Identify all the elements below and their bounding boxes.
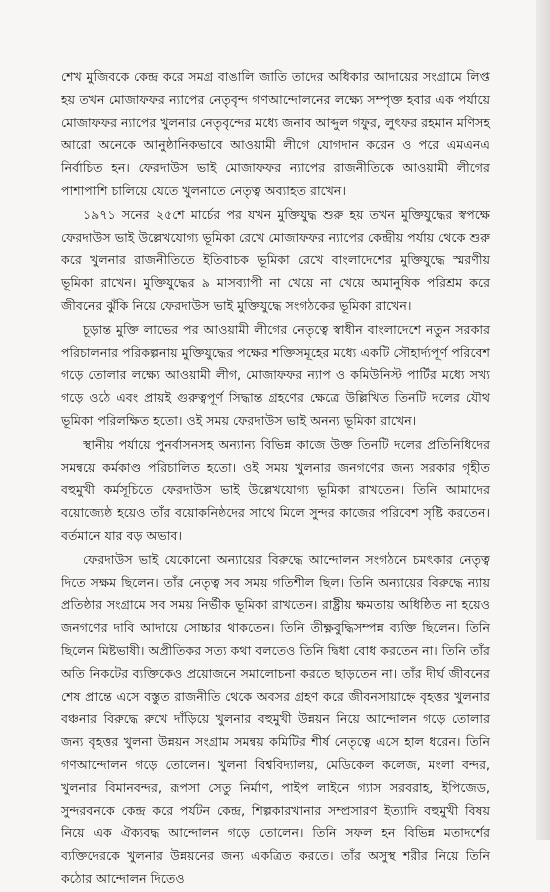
scan-edge-shadow xyxy=(536,0,550,840)
paragraph-4: স্থানীয় পর্যায়ে পুনর্বাসনসহ অন্যান্য বিভিন্ন কাজে উক্ত তিনটি দলের প্রতিনিধিদের সমন্বয়ে কর্মকাণ্ড পরিচালিত হতো। ওই সময় খুলনার জনগণের জন্য সরকার গৃহীত বহুমুখী কর্মসূচিতে ফেরদাউস ভাই উল্লেখযোগ্য ভূমিকা রাখতেন। তিনি আমাদের বয়োজ্যেষ্ঠ হয়েও তাঁর বয়োকনিষ্ঠদের সাথে মিলে সুন্দর কাজের পরিবেশ সৃষ্টি করতেন। বর্তমানে যার বড় অভাব। xyxy=(61,436,490,543)
paragraph-1: শেখ মুজিবকে কেন্দ্র করে সমগ্র বাঙালি জাতি তাদের অধিকার আদায়ের সংগ্রামে লিপ্ত হয় তখন মোজাফফর ন্যাপের নেতৃবৃন্দ গণআন্দোলনের লক্ষ্যে সম্পৃক্ত হবার এক পর্যায়ে মোজাফফর ন্যাপের খুলনার নেতৃবৃন্দের মধ্যে জনাব আব্দুল গফুর, লুৎফর রহমান মণিসহ আরো অনেকে আনুষ্ঠানিকভাবে আওয়ামী লীগে যোগদান করেন ও পরে এমএনএ নির্বাচিত হন। ফেরদাউস ভাই মোজাফফর ন্যাপের রাজনীতিকে আওয়ামী লীগের পাশাপাশি চালিয়ে যেতে খুলনাতে নেতৃত্ব অব্যাহত রাখেন। xyxy=(61,69,490,198)
page-body-text xyxy=(61,66,490,892)
paragraph-3: চূড়ান্ত মুক্তি লাভের পর আওয়ামী লীগের নেতৃত্বে স্বাধীন বাংলাদেশে নতুন সরকার পরিচালনার পরিকল্পনায় মুক্তিযুদ্ধের পক্ষের শক্তিসমূহের মধ্যে একটি সৌহার্দ্যপূর্ণ পরিবেশ গড়ে তোলার লক্ষ্যে আওয়ামী লীগ, মোজাফফর ন্যাপ ও কমিউনিস্ট পার্টির মধ্যে সখ্য গড়ে ওঠে এবং প্রায়ই গুরুত্বপূর্ণ সিদ্ধান্ত গ্রহণের ক্ষেত্রে উল্লিখিত তিনটি দলের যৌথ ভূমিকা পরিলক্ষিত হতো। ওই সময় ফেরদাউস ভাই অনন্য ভূমিকা রাখেন। xyxy=(61,321,490,428)
paragraph-5: ফেরদাউস ভাই যেকোনো অন্যায়ের বিরুদ্ধে আন্দোলন সংগঠনে চমৎকার নেতৃত্ব দিতে সক্ষম ছিলেন। তাঁর নেতৃত্ব সব সময় গতিশীল ছিল। তিনি অন্যায়ের বিরুদ্ধে ন্যায় প্রতিষ্ঠার সংগ্রামে সব সময় নির্ভীক ভূমিকা রাখতেন। রাষ্ট্রীয় ক্ষমতায় অধিষ্ঠিত না হয়েও জনগণের দাবি আদায়ে সোচ্চার থাকতেন। তিনি তীক্ষ্ণবুদ্ধিসম্পন্ন ব্যক্তি ছিলেন। তিনি ছিলেন মিষ্টভাষী। অপ্রীতিকর সত্য কথা বলতেও তিনি দ্বিধা বোধ করতেন না। তিনি তাঁর অতি নিকটের ব্যক্তিকেও প্রয়োজনে সমালোচনা করতে ছাড়তেন না। তাঁর দীর্ঘ জীবনের শেষ প্রান্তে এসে বস্তুত রাজনীতি থেকে অবসর গ্রহণ করে জীবনসায়াহ্নে বৃহত্তর খুলনার বঞ্চনার বিরুদ্ধে রুখে দাঁড়িয়ে খুলনার বহুমুখী উন্নয়ন নিয়ে আন্দোলন গড়ে তোলার জন্য বৃহত্তর খুলনা উন্নয়ন সংগ্রাম সমন্বয় কমিটির শীর্ষ নেতৃত্বে এসে হাল ধরেন। তিনি গণআন্দোলন গড়ে তোলেন। খুলনা বিশ্ববিদ্যালয়, মেডিকেল কলেজ, মংলা বন্দর, খুলনার বিমানবন্দর, রূপসা সেতু নির্মাণ, পাইপ লাইনে গ্যাস সরবরাহ, ইপিজেড, সুন্দরবনকে কেন্দ্র করে পর্যটন কেন্দ্র, শিল্পকারখানার সম্প্রসারণ ইত্যাদি বহুমুখী বিষয় নিয়ে এক ঐক্যবদ্ধ আন্দোলন গড়ে তোলেন। তিনি সফল হন বিভিন্ন মতাদর্শের ব্যক্তিদেরকে খুলনার উন্নয়নের জন্য একত্রিত করতে। তাঁর অসুস্থ শরীর নিয়ে তিনি কঠোর আন্দোলন দিতেও xyxy=(61,551,490,886)
paragraph-2: ১৯৭১ সনের ২৫শে মার্চের পর যখন মুক্তিযুদ্ধ শুরু হয় তখন মুক্তিযুদ্ধের স্বপক্ষে ফেরদাউস ভাই উল্লেখযোগ্য ভূমিকা রেখে মোজাফফর ন্যাপের কেন্দ্রীয় পর্যায় থেকে শুরু করে খুলনার রাজনীতিতে ইতিবাচক ভূমিকা রেখে বাংলাদেশের মুক্তিযুদ্ধে স্মরণীয় ভূমিকা রাখেন। মুক্তিযুদ্ধের ৯ মাসব্যাপী না খেয়ে না খেয়ে অমানুষিক পরিশ্রম করে জীবনের ঝুঁকি নিয়ে ফেরদাউস ভাই মুক্তিযুদ্ধে সংগঠকের ভূমিকা রাখেন। xyxy=(61,206,490,313)
